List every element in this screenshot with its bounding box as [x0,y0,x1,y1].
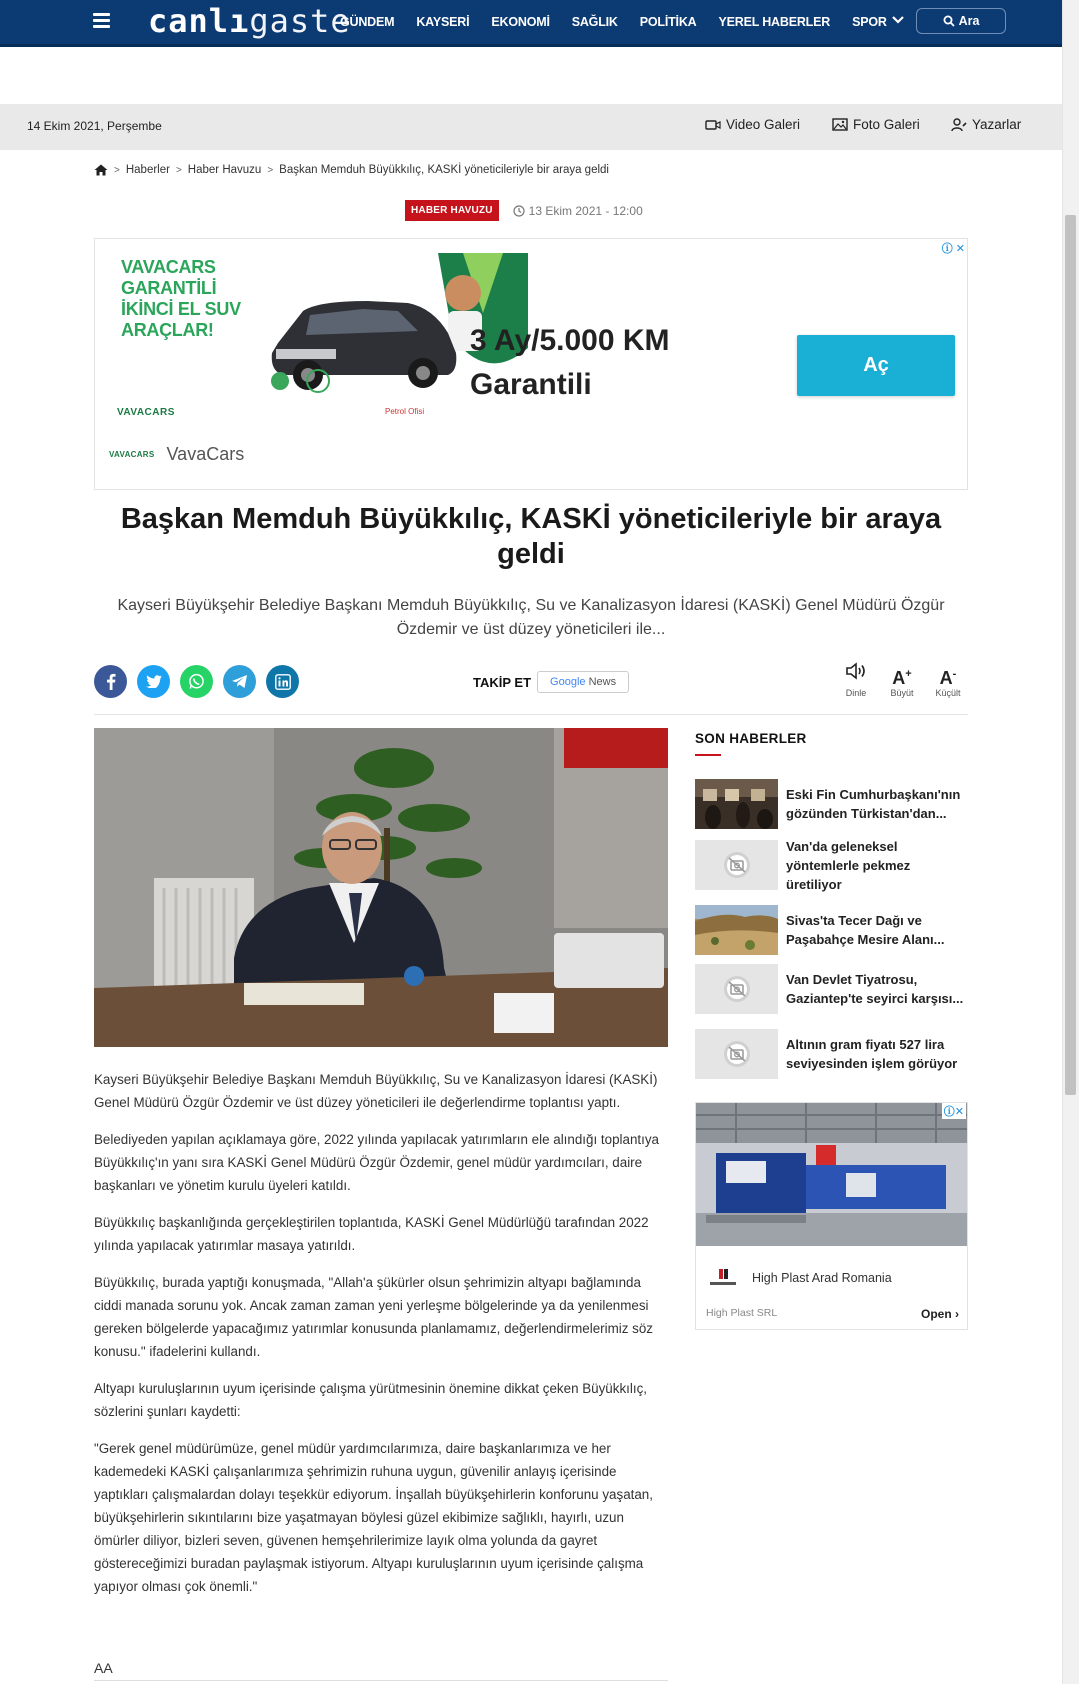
nav-kayseri[interactable]: KAYSERİ [416,15,470,29]
writers-link[interactable]: Yazarlar [951,117,1021,132]
ad-advertiser: High Plast SRL [706,1307,778,1319]
font-increase-icon: A+ [892,668,912,688]
font-increase-button[interactable]: A+ Büyüt [888,662,916,698]
scrollbar-thumb[interactable] [1065,215,1076,1095]
title-underline [695,754,721,756]
nav-ekonomi[interactable]: EKONOMİ [491,15,550,29]
breadcrumb-current: Başkan Memduh Büyükkılıç, KASKİ yöneticileriyle bir araya geldi [279,164,609,176]
ad-open-button[interactable]: Open › [920,1307,959,1321]
high-plast-logo [706,1267,740,1289]
facebook-icon [106,673,116,690]
ad-brand-name: High Plast Arad Romania [752,1271,892,1285]
placeholder-image-icon [695,840,778,890]
nav-saglik[interactable]: SAĞLIK [571,15,618,29]
news-title: Van'da geleneksel yöntemlerle pekmez üretiliyor [786,838,911,892]
search-button[interactable]: Ara [916,8,1006,34]
reading-tools [842,662,962,698]
google-news-button[interactable]: Google News [537,671,629,693]
ad-brand-headline: VAVACARS GARANTİLİ İKİNCİ EL SUV ARAÇLAR! [121,257,241,340]
nav-spor[interactable]: SPOR [852,15,887,29]
latest-news-item[interactable] [695,964,969,1014]
article-meta [405,200,643,221]
photo-gallery-link[interactable]: Foto Galeri [832,117,920,132]
menu-icon[interactable] [93,13,110,27]
breadcrumb [94,164,609,176]
latest-news-item[interactable] [695,905,969,955]
ad-brand-row [706,1267,892,1289]
latest-news-item[interactable] [695,840,969,890]
font-decrease-icon: A- [939,668,957,688]
follow-label: TAKİP ET [473,674,532,690]
nav-politika[interactable]: POLİTİKA [639,15,697,29]
article-summary: Kayseri Büyükşehir Belediye Başkanı Memduh Büyükkılıç, Su ve Kanalizasyon İdaresi (KASKİ) Genel Müdürü Özgür Özdemir ve üst düzey yöneticileri ile... [117,597,945,638]
chevron-right-icon: › [955,1307,959,1321]
twitter-share-button[interactable] [137,665,170,698]
ad-brand-row [109,444,244,465]
article-paragraph: Büyükkılıç başkanlığında gerçekleştirilen toplantıda, KASKİ Genel Müdürlüğü tarafından 2022 yılında yapılacak yatırımlar masaya yatırıldı. [94,1215,649,1253]
article-paragraph: Kayseri Büyükşehir Belediye Başkanı Memduh Büyükkılıç, Su ve Kanalizasyon İdaresi (KASKİ) Genel Müdürü Özgür Özdemir ve üst düzey yöneticileri ile değerlendirme toplantısı yaptı. [94,1072,658,1110]
latest-news-item[interactable] [695,779,969,829]
article-headline: Başkan Memduh Büyükkılıç, KASKİ yöneticileriyle bir araya geldi [120,503,942,570]
news-title: Van Devlet Tiyatrosu, Gaziantep'te seyirci karşısı... [786,972,964,1006]
nav-yerel-haberler[interactable]: YEREL HABERLER [718,15,831,29]
nav-gundem[interactable]: GÜNDEM [340,15,395,29]
ad-brand-name: VavaCars [166,444,245,464]
ad-brand-small: VAVACARS [117,407,175,418]
breadcrumb-separator: > [175,164,182,176]
article-paragraph: "Gerek genel müdürümüze, genel müdür yardımcılarımıza, daire başkanlarımıza ve her kademedeki KASKİ çalışanlarımıza şehrimizin ruhuna uygun, güvenilir anlayış içerisinde yaptıkları çalışmalardan dolayı teşekkür ediyorum. İnşallah büyükşehirlerin konforunu yaşatan, büyükşehirlerin sıkıntılarını bize yaşatmayan böylesi güzel ekibimize sağlıklı, hayırlı, uzun ömürler diliyor, bizleri seven, güvenen hemşehrilerimize layık olma yolunda da gayret göstereceğimizi buradan paylaşmak istiyorum. Altyapı kuruluşlarının uyum içerisinde çalışma yapıyor olması çok önemli." [94,1441,653,1594]
article-paragraph: Belediyeden yapılan açıklamaya göre, 2022 yılında yapılacak yatırımların ele alındığı toplantıya Büyükkılıç'ın yanı sıra KASKİ Genel Müdürü Özgür Özdemir, genel müdür yardımcıları, daire başkanları ve yönetim kurulu üyeleri katıldı. [94,1132,659,1193]
top-advertisement[interactable] [94,238,968,490]
font-decrease-button[interactable]: A- Küçült [934,662,962,698]
ad-factory-image [696,1103,968,1246]
home-icon[interactable] [94,164,108,176]
follow-section [473,671,629,693]
adchoices-icon[interactable]: ⓘ ✕ [941,243,965,255]
news-title: Sivas'ta Tecer Dağı ve Paşabahçe Mesire Alanı... [786,913,945,947]
news-title: Eski Fin Cumhurbaşkanı'nın gözünden Türkistan'dan... [786,787,961,821]
latest-news-title: SON HABERLER [695,731,807,746]
linkedin-icon [275,674,291,690]
ad-title: 3 Ay/5.000 KM Garantili [470,324,670,401]
placeholder-image-icon [695,1029,778,1079]
listen-button[interactable]: Dinle [842,662,870,698]
date-bar [0,104,1062,150]
adchoices-icon[interactable]: ⓘ✕ [942,1103,966,1119]
news-thumbnail [695,779,778,829]
share-buttons [94,665,299,699]
facebook-share-button[interactable] [94,665,127,698]
category-badge[interactable]: HABER HAVUZU [405,200,499,221]
speaker-icon [845,662,867,686]
publish-date: 13 Ekim 2021 - 12:00 [513,204,643,218]
breadcrumb-separator: > [267,164,274,176]
whatsapp-icon [188,673,205,690]
clock-icon [513,205,525,217]
current-date: 14 Ekim 2021, Perşembe [27,119,162,133]
breadcrumb-separator: > [114,164,120,176]
linkedin-share-button[interactable] [266,665,299,698]
chevron-down-icon[interactable] [891,13,905,27]
ad-footer [706,1307,959,1321]
article-body [94,1068,668,1612]
top-navbar [0,0,1062,47]
ad-open-button[interactable]: Aç [797,335,955,396]
article-paragraph: Büyükkılıç, burada yaptığı konuşmada, "Allah'a şükürler olsun şehrimizin altyapı bağlamında ciddi manada sorunu yok. Ancak zaman zaman yeni yerleşme bölgelerinde ya da yenilenmesi gereken bölgelerde yapacağımız yatırımlar konusunda planlamamız, değerlendirmelerimiz söz konusu." ifadelerini kullandı. [94,1275,653,1359]
ad-brand-mini: VAVACARS [109,450,155,459]
divider [94,714,968,715]
whatsapp-share-button[interactable] [180,665,213,698]
telegram-icon [231,674,248,689]
ad-partner-logo: Petrol Ofisi [385,407,425,416]
image-icon [832,118,848,131]
user-edit-icon [951,118,967,132]
video-camera-icon [705,119,721,131]
breadcrumb-item[interactable]: Haber Havuzu [187,164,262,176]
sidebar-advertisement[interactable] [695,1102,968,1330]
news-thumbnail [695,905,778,955]
twitter-icon [146,675,162,688]
article-source: AA [94,1660,113,1676]
search-icon [943,15,955,27]
news-title: Altının gram fiyatı 527 lira seviyesinden işlem görüyor [786,1037,958,1071]
article-paragraph: Altyapı kuruluşlarının uyum içerisinde çalışma yürütmesinin önemine dikkat çeken Büyükkılıç, sözlerini şunları kaydetti: [94,1381,647,1419]
breadcrumb-item[interactable]: Haberler [125,164,170,176]
video-gallery-link[interactable]: Video Galeri [705,117,800,132]
latest-news-item[interactable] [695,1029,969,1079]
placeholder-image-icon [695,964,778,1014]
main-nav [340,0,909,44]
divider [94,1680,668,1681]
telegram-share-button[interactable] [223,665,256,698]
site-logo[interactable]: canlıgaste [148,2,351,40]
article-main-image [94,728,668,1047]
